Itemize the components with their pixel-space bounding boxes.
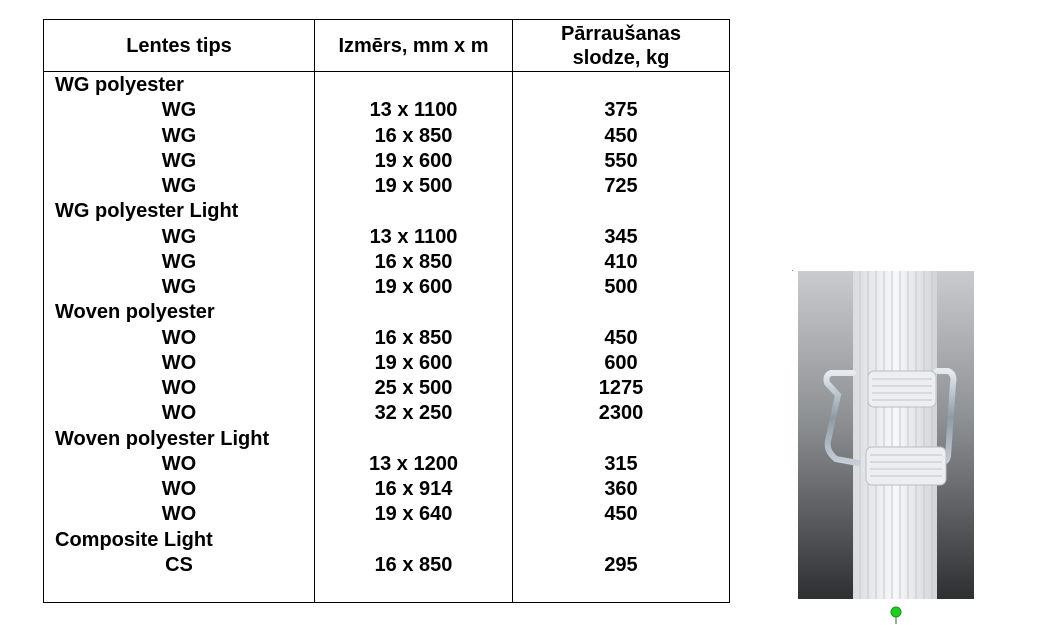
load-cell: 450 xyxy=(604,124,638,147)
load-cell: 375 xyxy=(604,99,638,122)
type-cell: WG xyxy=(161,124,197,147)
size-cell: 16 x 850 xyxy=(374,326,453,349)
group-label: Woven polyester xyxy=(55,301,215,324)
header-break-load xyxy=(513,20,729,72)
type-cell: WG xyxy=(161,250,197,273)
strap-spec-table xyxy=(43,19,730,603)
table-row xyxy=(44,250,729,275)
load-cell: 450 xyxy=(604,326,638,349)
group-row xyxy=(44,300,729,325)
load-cell: 295 xyxy=(604,553,638,576)
type-cell: WG xyxy=(161,225,197,248)
image-speck xyxy=(792,270,793,271)
size-cell: 19 x 600 xyxy=(374,149,453,172)
group-label: WG polyester xyxy=(55,74,184,96)
strap-buckle-photo xyxy=(798,271,974,599)
group-label: WG polyester Light xyxy=(55,200,239,223)
group-label: Woven polyester Light xyxy=(55,427,270,450)
type-cell: WO xyxy=(161,377,197,399)
group-row xyxy=(44,528,729,553)
size-cell: 16 x 850 xyxy=(374,124,453,147)
table-row xyxy=(44,477,729,502)
size-cell: 32 x 250 xyxy=(374,402,453,425)
size-cell: 25 x 500 xyxy=(374,377,453,399)
size-cell: 19 x 500 xyxy=(374,175,453,197)
table-row xyxy=(44,502,729,527)
load-cell: 500 xyxy=(604,276,638,298)
size-cell: 19 x 600 xyxy=(374,276,453,298)
table-row xyxy=(44,401,729,426)
size-cell: 16 x 850 xyxy=(374,250,453,273)
type-cell: WO xyxy=(161,478,197,500)
type-cell: WO xyxy=(161,402,197,425)
table-row xyxy=(44,275,729,300)
table-row xyxy=(44,174,729,199)
table-row xyxy=(44,553,729,578)
table-row xyxy=(44,124,729,149)
table-row xyxy=(44,98,729,123)
type-cell: CS xyxy=(165,553,193,576)
size-cell: 19 x 640 xyxy=(374,503,453,526)
type-cell: WG xyxy=(161,276,197,298)
load-cell: 725 xyxy=(604,175,638,197)
green-pin-icon[interactable] xyxy=(890,606,902,625)
size-cell: 13 x 1100 xyxy=(369,225,458,248)
table-body xyxy=(44,73,729,578)
load-cell: 2300 xyxy=(598,402,644,425)
size-cell: 13 x 1200 xyxy=(369,452,458,475)
group-row xyxy=(44,427,729,452)
type-cell: WO xyxy=(161,503,197,526)
load-cell: 450 xyxy=(604,503,638,526)
load-cell: 360 xyxy=(604,478,638,500)
group-row xyxy=(44,73,729,98)
load-cell: 410 xyxy=(604,250,638,273)
table-row xyxy=(44,149,729,174)
load-cell: 345 xyxy=(604,225,638,248)
type-cell: WO xyxy=(161,452,197,475)
header-type: Lentes tips xyxy=(126,35,232,57)
type-cell: WG xyxy=(161,149,197,172)
header-break-load-line2: slodze, kg xyxy=(572,47,670,69)
table-row xyxy=(44,225,729,250)
size-cell: 16 x 914 xyxy=(374,478,453,500)
size-cell: 13 x 1100 xyxy=(369,99,458,122)
type-cell: WO xyxy=(161,326,197,349)
load-cell: 550 xyxy=(604,149,638,172)
load-cell: 600 xyxy=(604,351,638,374)
size-cell: 19 x 600 xyxy=(374,351,453,374)
type-cell: WG xyxy=(161,99,197,122)
header-size: Izmērs, mm x m xyxy=(338,35,489,57)
load-cell: 1275 xyxy=(598,377,644,399)
load-cell: 315 xyxy=(604,452,638,475)
table-row xyxy=(44,376,729,401)
type-cell: WG xyxy=(161,175,197,197)
group-label: Composite Light xyxy=(55,528,213,551)
table-row xyxy=(44,452,729,477)
header-break-load-line1: Pārraušanas xyxy=(560,23,682,45)
size-cell: 16 x 850 xyxy=(374,553,453,576)
type-cell: WO xyxy=(161,351,197,374)
table-row xyxy=(44,326,729,351)
table-row xyxy=(44,351,729,376)
group-row xyxy=(44,199,729,224)
